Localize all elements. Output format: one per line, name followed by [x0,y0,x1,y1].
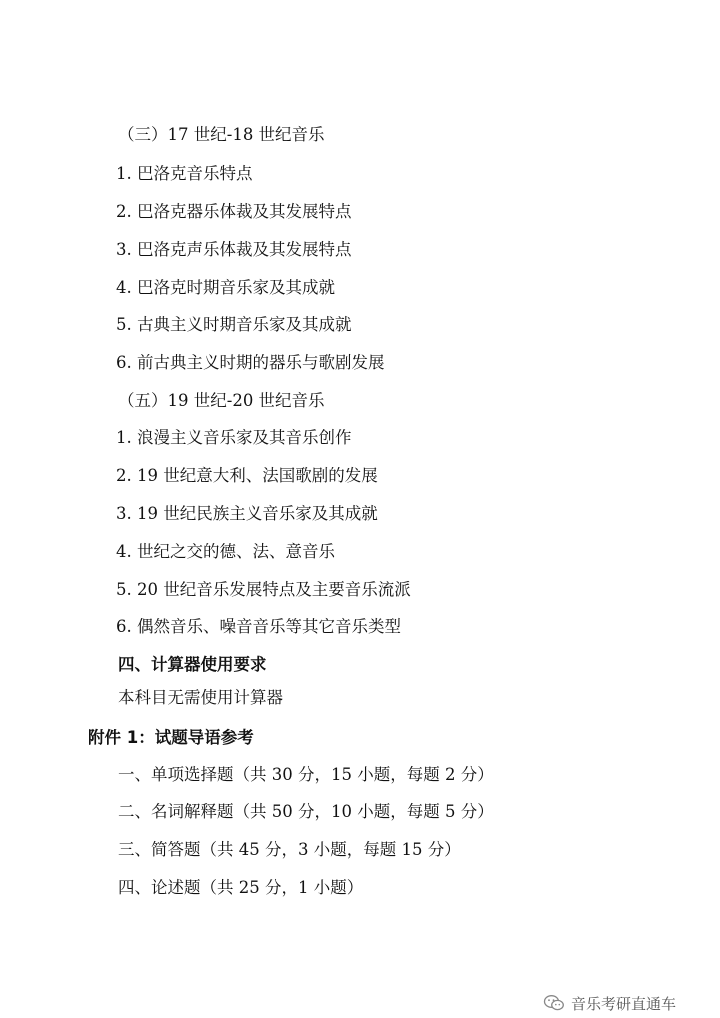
section3-item-4: 4. 巴洛克时期音乐家及其成就 [116,278,335,297]
section3-item-1: 1. 巴洛克音乐特点 [116,164,253,183]
appendix-item-1: 一、单项选择题（共 30 分，15 小题，每题 2 分） [118,765,494,784]
section5-item-3: 3. 19 世纪民族主义音乐家及其成就 [116,504,378,523]
appendix-item-3: 三、简答题（共 45 分，3 小题，每题 15 分） [118,840,461,859]
section3-item-5: 5. 古典主义时期音乐家及其成就 [116,315,352,334]
section3-item-2: 2. 巴洛克器乐体裁及其发展特点 [116,202,352,221]
section5-item-1: 1. 浪漫主义音乐家及其音乐创作 [116,428,352,447]
watermark [543,992,676,1014]
calculator-heading: 四、计算器使用要求 [118,655,267,674]
appendix-item-2: 二、名词解释题（共 50 分，10 小题，每题 5 分） [118,802,494,821]
section3-item-3: 3. 巴洛克声乐体裁及其发展特点 [116,240,352,259]
wechat-logo-icon [543,994,565,1012]
section5-item-4: 4. 世纪之交的德、法、意音乐 [116,542,335,561]
calculator-text: 本科目无需使用计算器 [118,688,283,707]
section3-item-6: 6. 前古典主义时期的器乐与歌剧发展 [116,353,385,372]
section5-item-6: 6. 偶然音乐、噪音音乐等其它音乐类型 [116,617,401,636]
appendix-item-4: 四、论述题（共 25 分，1 小题） [118,878,364,897]
section3-heading: （三）17 世纪-18 世纪音乐 [118,125,325,144]
appendix-heading: 附件 1：试题导语参考 [88,728,254,747]
section5-item-2: 2. 19 世纪意大利、法国歌剧的发展 [116,466,378,485]
watermark-text: 音乐考研直通车 [571,994,677,1013]
section5-item-5: 5. 20 世纪音乐发展特点及主要音乐流派 [116,580,411,599]
section5-heading: （五）19 世纪-20 世纪音乐 [118,391,325,410]
